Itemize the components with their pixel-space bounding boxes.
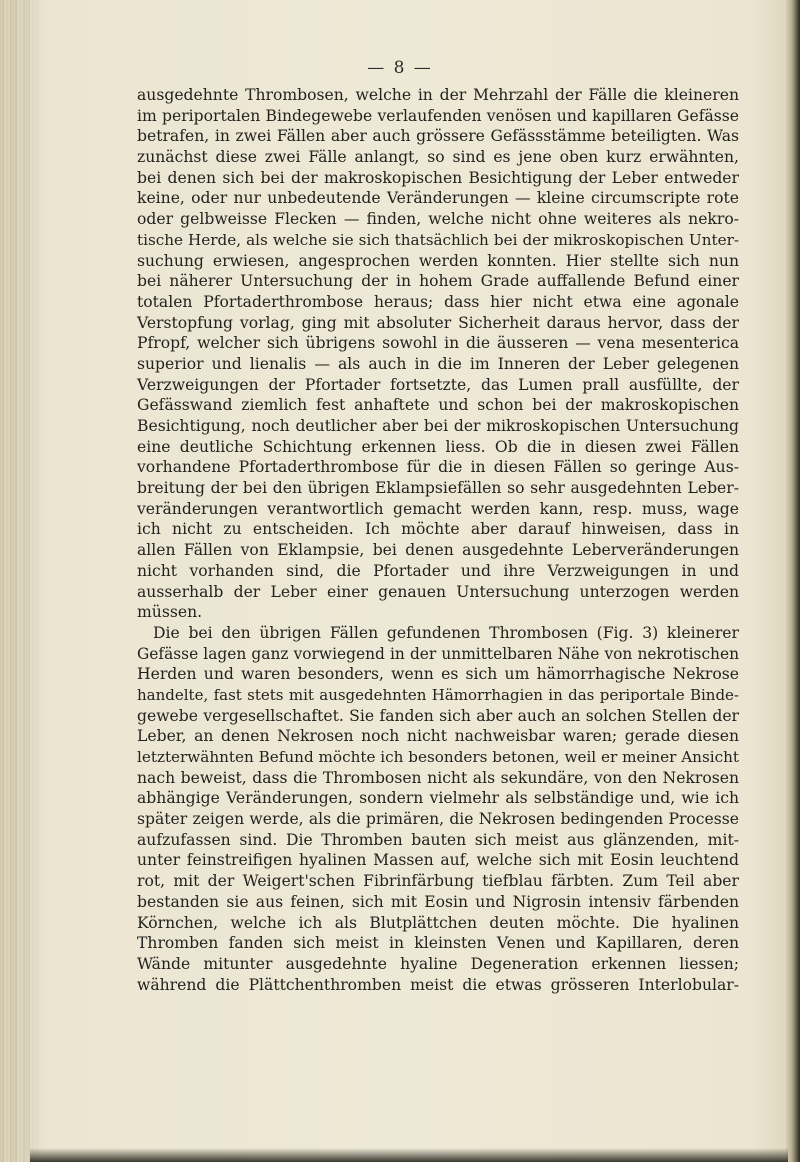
right-page-edge (786, 0, 800, 1162)
text-line: müssen. (137, 603, 203, 622)
bottom-page-edge (30, 1148, 788, 1162)
text-line: letzterwähnten Befund möchte ich besonders betonen, weil er meiner Ansicht (137, 748, 739, 766)
text-line: suchung erwiesen, angesprochen werden konnten. Hier stellte sich nun (137, 251, 739, 270)
text-line: im periportalen Bindegewebe verlaufenden venösen und kapillaren Gefässe (137, 106, 739, 125)
text-line: später zeigen werde, als die primären, die Nekrosen bedingenden Processe (137, 810, 739, 829)
text-line: Verzweigungen der Pfortader fortsetzte, das Lumen prall ausfüllte, der (137, 375, 739, 394)
binding-edge (0, 0, 42, 1162)
text-line: rot, mit der Weigert'schen Fibrinfärbung tiefblau färbten. Zum Teil aber (137, 872, 739, 891)
text-line: zunächst diese zwei Fälle anlangt, so sind es jene oben kurz erwähnten, (137, 148, 739, 167)
text-line: Die bei den übrigen Fällen gefundenen Thrombosen (Fig. 3) kleinerer (153, 623, 739, 642)
text-line: oder gelbweisse Flecken — finden, welche nicht ohne weiteres als nekro- (137, 210, 739, 229)
text-line: ich nicht zu entscheiden. Ich möchte aber darauf hinweisen, dass in (137, 520, 739, 539)
text-line: aufzufassen sind. Die Thromben bauten sich meist aus glänzenden, mit- (137, 830, 739, 849)
text-line: allen Fällen von Eklampsie, bei denen ausgedehnte Leberveränderungen (137, 541, 739, 560)
text-line: Körnchen, welche ich als Blutplättchen deuten möchte. Die hyalinen (137, 913, 739, 932)
text-line: Besichtigung, noch deutlicher aber bei der mikroskopischen Untersuchung (137, 417, 739, 435)
text-line: unter feinstreifigen hyalinen Massen auf, welche sich mit Eosin leuchtend (137, 851, 739, 870)
text-line: Gefässwand ziemlich fest anhaftete und schon bei der makroskopischen (137, 396, 739, 415)
text-line: vorhandene Pfortaderthrombose für die in diesen Fällen so geringe Aus- (137, 458, 739, 477)
text-line: während die Plättchenthromben meist die etwas grösseren Interlobular- (137, 975, 739, 994)
text-line: breitung der bei den übrigen Eklampsiefällen so sehr ausgedehnten Leber- (137, 479, 739, 498)
text-line: Leber, an denen Nekrosen noch nicht nachweisbar waren; gerade diesen (137, 727, 739, 746)
text-line: veränderungen verantwortlich gemacht werden kann, resp. muss, wage (137, 499, 739, 518)
text-line: ausgedehnte Thrombosen, welche in der Mehrzahl der Fälle die kleineren (137, 86, 739, 104)
text-line: superior und lienalis — als auch in die im Inneren der Leber gelegenen (137, 354, 739, 373)
text-line: Wände mitunter ausgedehnte hyaline Degeneration erkennen liessen; (137, 954, 739, 973)
text-line: Gefässe lagen ganz vorwiegend in der unmittelbaren Nähe von nekrotischen (137, 644, 739, 663)
text-line: nach beweist, dass die Thrombosen nicht als sekundäre, von den Nekrosen (137, 768, 739, 787)
text-line: Thromben fanden sich meist in kleinsten Venen und Kapillaren, deren (137, 934, 739, 953)
text-line: bestanden sie aus feinen, sich mit Eosin und Nigrosin intensiv färbenden (137, 892, 739, 911)
text-line: abhängige Veränderungen, sondern vielmehr als selbständige und, wie ich (137, 789, 739, 808)
page-number: — 8 — (367, 58, 433, 78)
text-line: nicht vorhanden sind, die Pfortader und ihre Verzweigungen in und (137, 561, 739, 580)
text-line: bei näherer Untersuchung der in hohem Grade auffallende Befund einer (137, 272, 739, 291)
text-line: eine deutliche Schichtung erkennen liess. Ob die in diesen zwei Fällen (137, 437, 739, 456)
text-line: keine, oder nur unbedeutende Veränderungen — kleine circumscripte rote (137, 189, 739, 208)
text-line: handelte, fast stets mit ausgedehnten Hämorrhagien in das periportale Binde- (137, 685, 739, 704)
text-line: betrafen, in zwei Fällen aber auch grössere Gefässstämme beteiligten. Was (137, 127, 739, 146)
text-line: tische Herde, als welche sie sich thatsächlich bei der mikroskopischen Unter- (137, 230, 739, 249)
text-line: totalen Pfortaderthrombose heraus; dass hier nicht etwa eine agonale (137, 292, 739, 311)
body-text (137, 85, 739, 995)
text-line: gewebe vergesellschaftet. Sie fanden sich aber auch an solchen Stellen der (137, 706, 739, 725)
text-line: Pfropf, welcher sich übrigens sowohl in die äusseren — vena mesenterica (137, 334, 739, 353)
text-line: Herden und waren besonders, wenn es sich um hämorrhagische Nekrose (137, 665, 739, 684)
text-line: Verstopfung vorlag, ging mit absoluter Sicherheit daraus hervor, dass der (137, 313, 739, 332)
text-line: ausserhalb der Leber einer genauen Untersuchung unterzogen werden (137, 582, 739, 601)
text-line: bei denen sich bei der makroskopischen Besichtigung der Leber entweder (137, 168, 739, 187)
